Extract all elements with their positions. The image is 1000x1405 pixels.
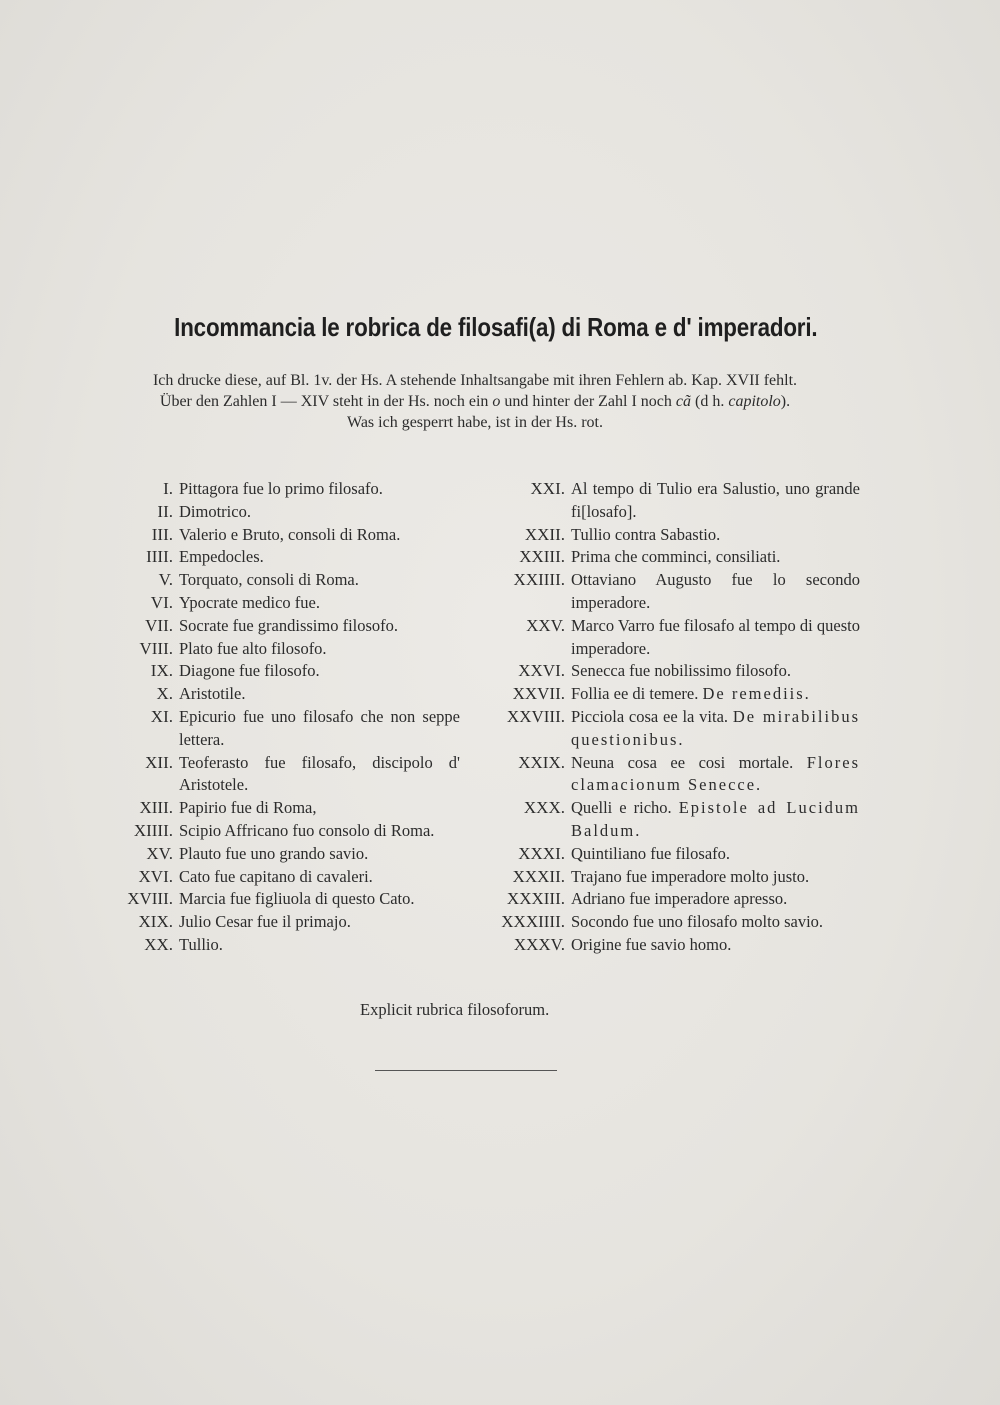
chapter-entry: [80, 888, 460, 911]
closing-rule: [375, 1070, 557, 1071]
chapter-text: [571, 546, 860, 569]
chapter-number: VII.: [145, 615, 173, 635]
chapter-entry: [80, 866, 460, 889]
chapter-entry: [460, 706, 860, 752]
chapter-entry: [460, 752, 860, 798]
chapter-number: XXVIII.: [506, 706, 565, 726]
chapter-entry: [460, 569, 860, 615]
chapter-title: Epicurio fue uno filosafo che non seppe lettera.: [179, 706, 460, 749]
chapter-number: XI.: [150, 706, 173, 726]
chapter-entry: [80, 820, 460, 843]
chapter-title: Scipio Affricano fuo consolo di Roma.: [179, 820, 435, 840]
chapter-text: [571, 660, 860, 683]
intro-italic-ca: cã: [675, 393, 692, 410]
chapter-number: V.: [158, 570, 173, 590]
chapter-entry: [460, 797, 860, 843]
chapter-title: Diagone fue filosofo.: [179, 661, 320, 681]
chapter-entry: [460, 911, 860, 934]
chapter-entry: [80, 797, 460, 820]
chapter-entry: [80, 843, 460, 866]
chapter-title: Julio Cesar fue il primajo.: [179, 912, 351, 932]
chapter-number: XXXI.: [518, 843, 565, 863]
chapter-text: [571, 524, 860, 547]
chapter-text: [179, 615, 460, 638]
chapter-title: Torquato, consoli di Roma.: [179, 570, 359, 590]
intro-paragraph: [90, 370, 860, 433]
chapter-number: XIII.: [139, 798, 173, 818]
chapter-number: XXIIII.: [513, 570, 565, 590]
chapter-text: [571, 615, 860, 661]
chapter-number: VI.: [150, 592, 173, 612]
chapter-title: Empedocles.: [179, 547, 264, 567]
chapter-text: [179, 934, 460, 957]
chapter-title: Senecca fue nobilissimo filosofo.: [571, 661, 791, 681]
chapter-text: [179, 706, 460, 752]
chapter-title: Socrate fue grandissimo filosofo.: [179, 615, 399, 635]
chapter-title: Al tempo di Tulio era Salustio, uno grande fi[losafo].: [571, 479, 860, 521]
chapter-number: XX.: [144, 934, 173, 954]
chapter-entry: [80, 501, 460, 524]
intro-line-2: [90, 391, 860, 412]
intro-italic-o: o: [492, 393, 501, 410]
chapter-number: XII.: [145, 752, 173, 772]
chapter-title: Marco Varro fue filosafo al tempo di questo imperadore.: [571, 615, 860, 658]
chapter-text: [179, 592, 460, 615]
chapter-entry: [460, 478, 860, 524]
intro-line-2-part-a: Über den Zahlen I — XIV steht in der Hs. noch ein: [159, 393, 493, 410]
chapter-title: Tullio.: [179, 934, 223, 954]
chapter-text: [179, 820, 460, 843]
chapter-text: [571, 911, 860, 934]
chapter-entry: [80, 752, 460, 798]
chapter-text: [179, 524, 460, 547]
chapter-entry: [80, 592, 460, 615]
chapter-number: III.: [151, 524, 173, 544]
chapter-title: Socondo fue uno filosafo molto savio.: [571, 912, 824, 932]
chapter-number: XXVI.: [518, 661, 565, 681]
chapter-entry: [460, 888, 860, 911]
chapter-text: [179, 638, 460, 661]
chapter-entry: [460, 660, 860, 683]
chapter-text: [571, 843, 860, 866]
chapter-title: Adriano fue imperadore apresso.: [571, 889, 788, 909]
chapter-number: XXXIII.: [506, 889, 565, 909]
chapter-title: Marcia fue figliuola di questo Cato.: [179, 889, 415, 909]
chapter-text: [571, 866, 860, 889]
chapter-entry: [80, 934, 460, 957]
chapter-number: XV.: [146, 843, 173, 863]
chapter-number: XVIII.: [127, 889, 173, 909]
chapter-text: [571, 683, 860, 706]
chapter-entry: [460, 843, 860, 866]
chapter-text: [571, 888, 860, 911]
chapter-list-right: [460, 478, 860, 957]
chapter-entry: [460, 615, 860, 661]
chapter-text: [179, 478, 460, 501]
chapter-number: XXXII.: [512, 866, 565, 886]
chapter-number: IX.: [150, 661, 173, 681]
chapter-entry: [80, 706, 460, 752]
chapter-title: Quintiliano fue filosafo.: [571, 843, 731, 863]
chapter-text: [179, 660, 460, 683]
chapter-text: [179, 866, 460, 889]
chapter-spaced-title: Epistole ad Lucidum Baldum.: [571, 798, 861, 840]
chapter-number: II.: [157, 501, 173, 521]
chapter-title: Cato fue capitano di cavaleri.: [179, 866, 373, 886]
chapter-entry: [80, 683, 460, 706]
chapter-entry: [80, 911, 460, 934]
chapter-title: Papirio fue di Roma,: [179, 798, 317, 818]
chapter-number: IIII.: [146, 547, 173, 567]
chapter-text: [179, 683, 460, 706]
chapter-text: [571, 752, 860, 798]
chapter-entry: [460, 866, 860, 889]
chapter-number: XXII.: [524, 524, 565, 544]
chapter-number: XXXIIII.: [501, 912, 565, 932]
chapter-title: Ottaviano Augusto fue lo secondo imperadore.: [571, 570, 860, 612]
chapter-list-left: [80, 478, 460, 957]
chapter-text: [179, 569, 460, 592]
chapter-title: Quelli e richo.: [571, 798, 672, 818]
chapter-title: Prima che comminci, consiliati.: [571, 547, 781, 567]
chapter-text: [179, 501, 460, 524]
chapter-title: Teoferasto fue filosafo, discipolo d' Aristotele.: [179, 752, 460, 795]
chapter-text: [179, 888, 460, 911]
chapter-text: [571, 706, 860, 752]
chapter-text: [179, 911, 460, 934]
chapter-entry: [460, 524, 860, 547]
chapter-number: XXIX.: [518, 752, 565, 772]
chapter-entry: [80, 569, 460, 592]
chapter-title: Origine fue savio homo.: [571, 934, 732, 954]
page-title: Incommancia le robrica de filosafi(a) di Roma e d' imperadori.: [174, 312, 818, 342]
chapter-text: [571, 478, 860, 524]
chapter-title: Trajano fue imperadore molto justo.: [571, 866, 810, 886]
chapter-text: [571, 569, 860, 615]
chapter-number: XXI.: [530, 479, 565, 498]
chapter-title: Tullio contra Sabastio.: [571, 524, 721, 544]
chapter-title: Pittagora fue lo primo filosafo.: [179, 479, 383, 498]
chapter-entry: [80, 638, 460, 661]
chapter-number: VIII.: [139, 638, 173, 658]
chapter-entry: [460, 546, 860, 569]
chapter-number: I.: [163, 479, 173, 498]
chapter-spaced-title: De mirabilibus questionibus.: [571, 706, 861, 749]
intro-line-2-part-b: und hinter der Zahl I noch: [500, 393, 676, 410]
chapter-number: XIX.: [138, 912, 173, 932]
chapter-text: [179, 843, 460, 866]
chapter-title: Follia ee di temere.: [571, 684, 699, 704]
chapter-title: Plauto fue uno grando savio.: [179, 843, 369, 863]
intro-italic-capitolo: capitolo: [728, 393, 781, 410]
chapter-entry: [80, 660, 460, 683]
chapter-number: XXXV.: [513, 934, 565, 954]
chapter-text: [571, 797, 860, 843]
chapter-text: [179, 752, 460, 798]
chapter-number: XXIII.: [519, 547, 565, 567]
chapter-title: Picciola cosa ee la vita.: [571, 706, 729, 726]
chapter-entry: [80, 546, 460, 569]
intro-line-2-part-c: (d h.: [691, 393, 729, 410]
chapter-title: Ypocrate medico fue.: [179, 592, 320, 612]
chapter-entry: [80, 615, 460, 638]
chapter-number: XXV.: [526, 615, 565, 635]
chapter-number: XXX.: [523, 798, 565, 818]
intro-line-2-part-d: ).: [780, 393, 791, 410]
chapter-number: XVI.: [138, 866, 173, 886]
intro-line-1: Ich drucke diese, auf Bl. 1v. der Hs. A stehende Inhaltsangabe mit ihren Fehlern ab. Kap. XVII fehlt.: [152, 372, 798, 389]
chapter-number: X.: [156, 684, 173, 704]
chapter-text: [571, 934, 860, 957]
chapter-number: XXVII.: [512, 684, 565, 704]
chapter-spaced-title: Flores clamacionum Senecce.: [571, 752, 860, 795]
chapter-entry: [460, 934, 860, 957]
chapter-title: Aristotile.: [179, 684, 246, 704]
chapter-entry: [80, 524, 460, 547]
chapter-spaced-title: De remediis.: [702, 684, 811, 704]
chapter-title: Dimotrico.: [179, 501, 251, 521]
chapter-title: Neuna cosa ee cosi mortale.: [571, 752, 794, 772]
intro-line-3: Was ich gesperrt habe, ist in der Hs. rot.: [347, 414, 603, 431]
chapter-number: XIIII.: [133, 820, 173, 840]
chapter-text: [179, 797, 460, 820]
chapter-title: Plato fue alto filosofo.: [179, 638, 327, 658]
chapter-title: Valerio e Bruto, consoli di Roma.: [179, 524, 401, 544]
explicit-line: Explicit rubrica filosoforum.: [360, 1000, 550, 1019]
chapter-entry: [80, 478, 460, 501]
chapter-entry: [460, 683, 860, 706]
chapter-text: [179, 546, 460, 569]
